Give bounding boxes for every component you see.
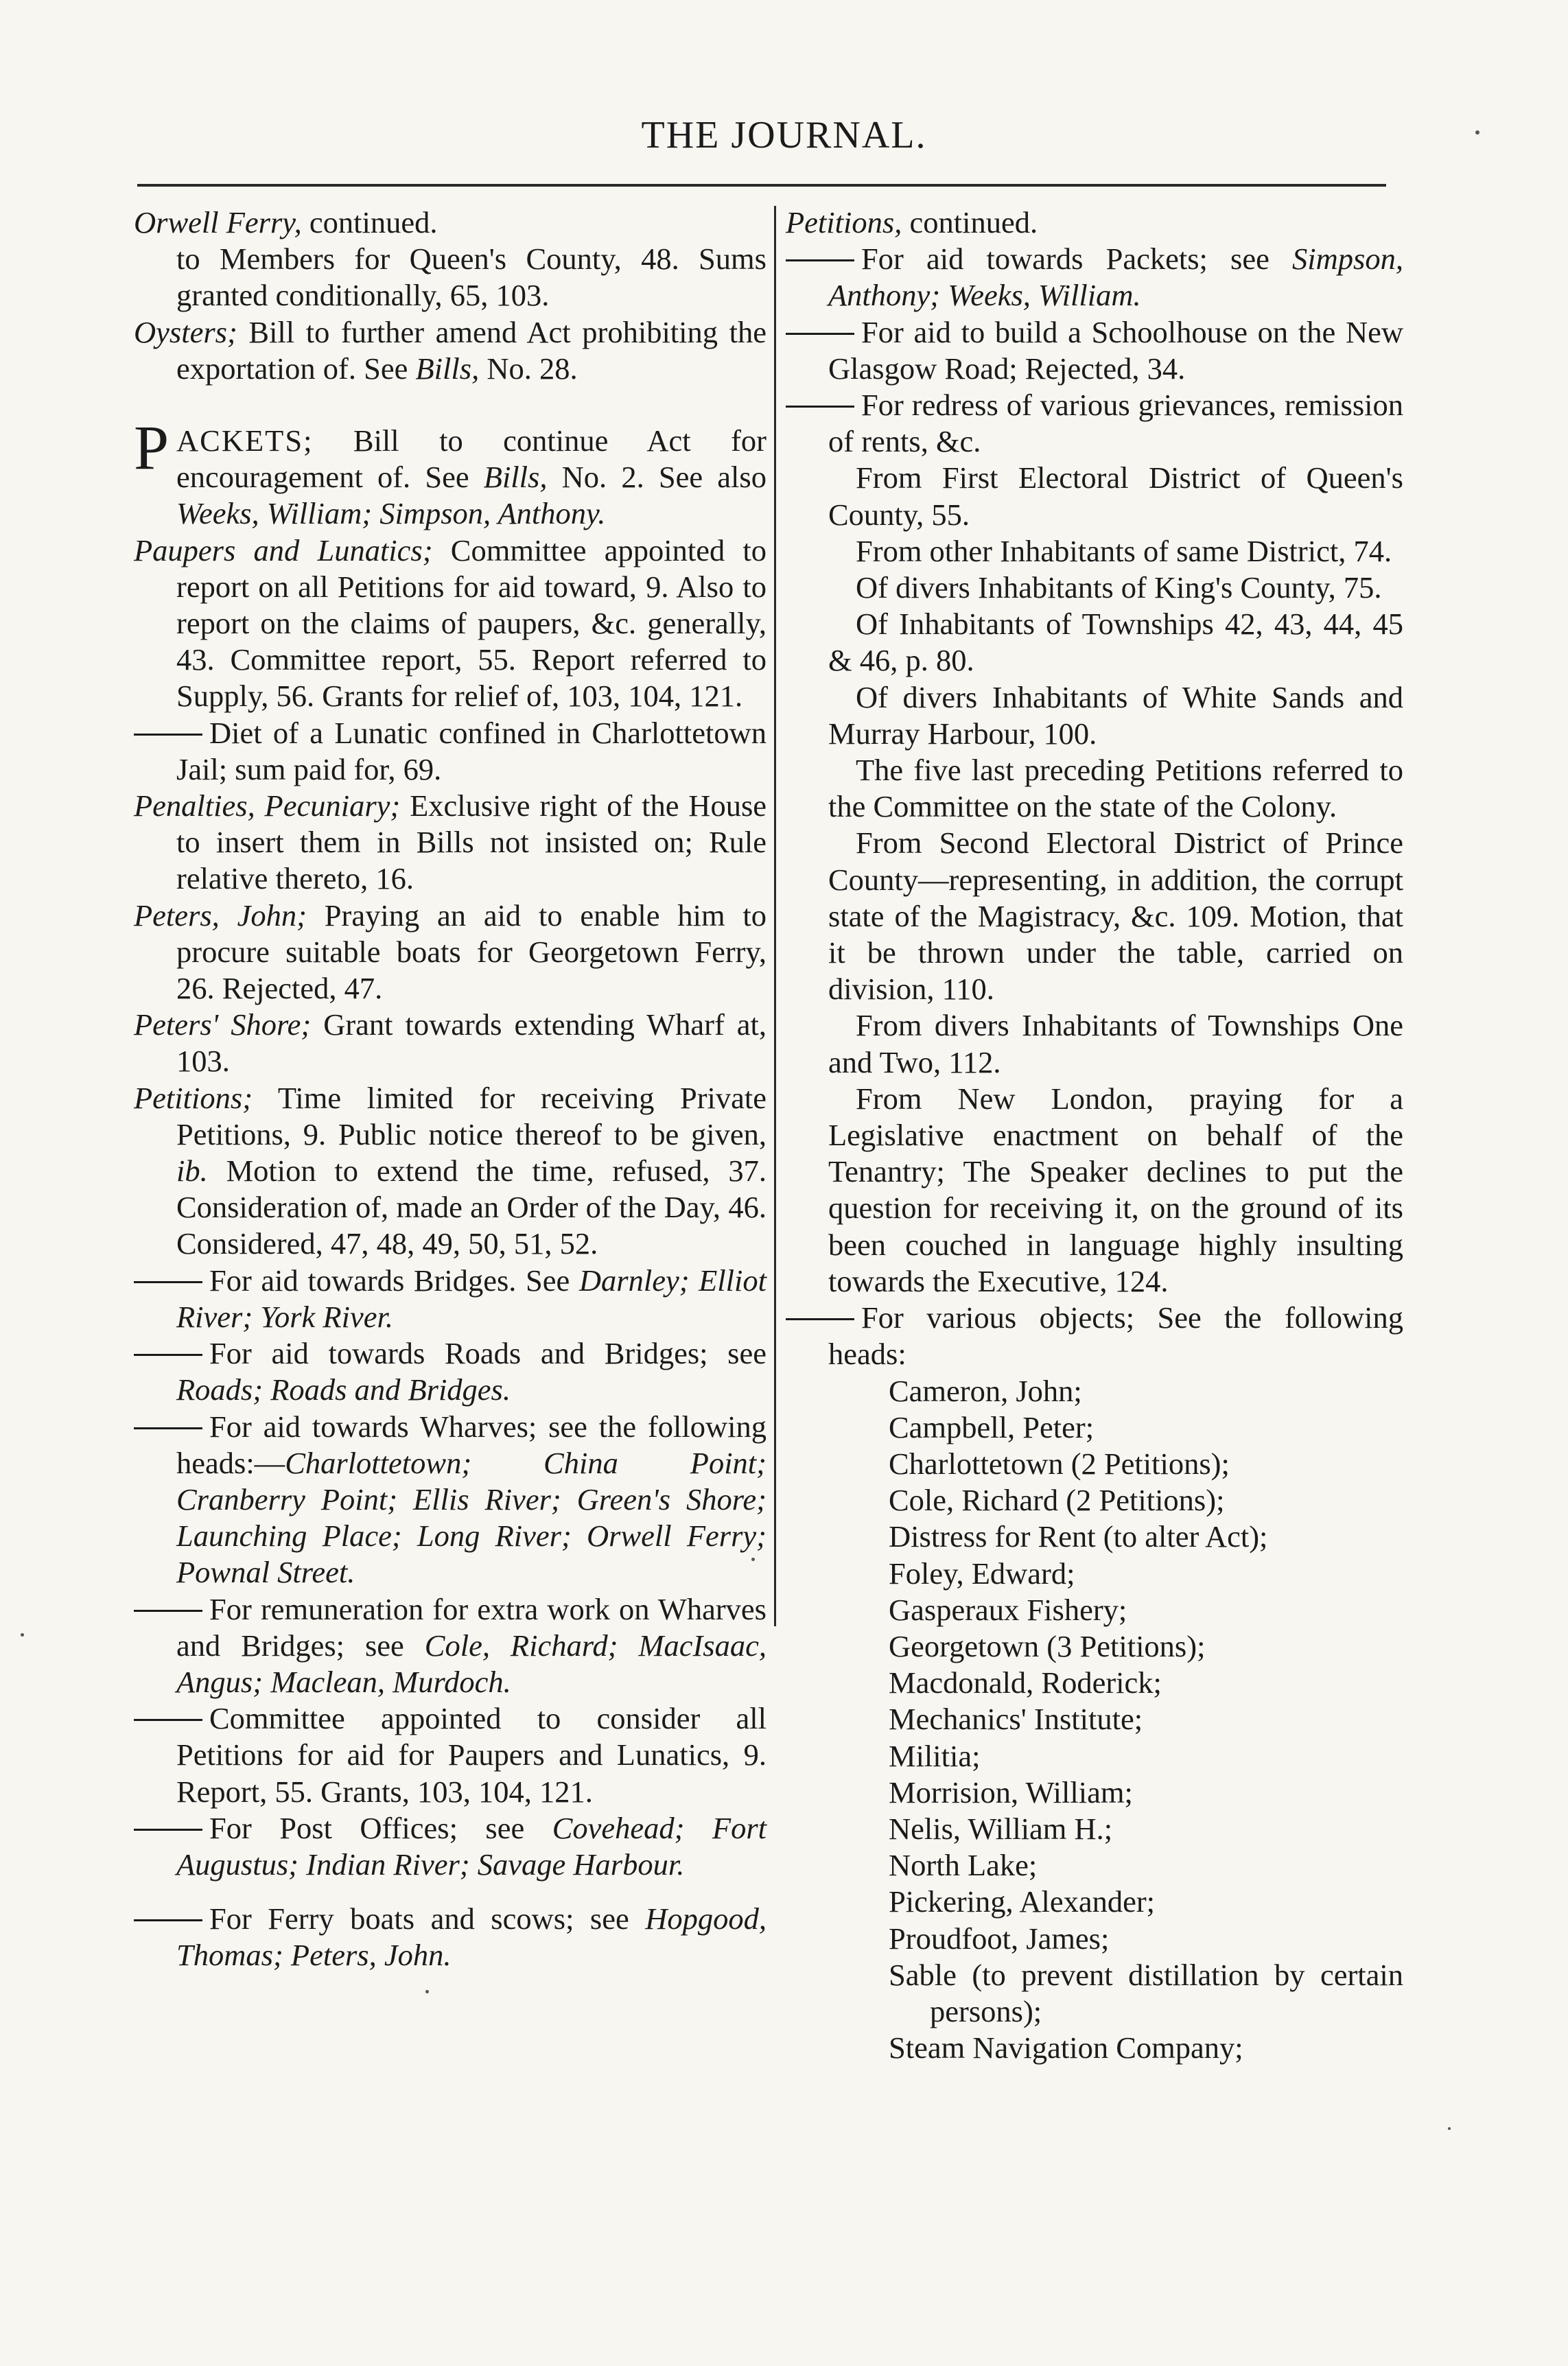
list-item: Morrision, William; xyxy=(889,1774,1133,1809)
petition-white-sands: Of divers Inhabitants of White Sands and Murray Harbour, 100. xyxy=(828,679,1403,751)
entry-lunatic-diet: Diet of a Lunatic confined in Charlottetown Jail; sum paid for, 69. xyxy=(134,715,767,788)
entry-oysters: Oysters; Bill to further amend Act prohibiting the exportation of. See Bills, No. 28. xyxy=(134,314,767,386)
list-item: Pickering, Alexander; xyxy=(889,1884,1156,1919)
list-item: Macdonald, Roderick; xyxy=(889,1665,1162,1700)
entry-petitions-bridges: For aid towards Bridges. See Darnley; Elliot River; York River. xyxy=(134,1263,767,1335)
petition-referral-note: The five last preceding Petitions referred to the Committee on the state of the Colony. xyxy=(828,753,1403,824)
scan-speck xyxy=(21,1633,24,1637)
entry-petitions-continued-head: Petitions, continued. xyxy=(786,205,1038,239)
list-item: Georgetown (3 Petitions); xyxy=(889,1628,1206,1663)
list-item: Campbell, Peter; xyxy=(889,1409,1095,1444)
entry-petitions-remuneration: For remuneration for extra work on Wharves and Bridges; see Cole, Richard; MacIsaac, Angus; Maclean, Murdoch. xyxy=(134,1591,767,1701)
entry-petitions-roads: For aid towards Roads and Bridges; see Roads; Roads and Bridges. xyxy=(134,1335,767,1408)
heads-list xyxy=(786,1373,1403,2067)
petition-queens-other: From other Inhabitants of same District, 74. xyxy=(856,533,1392,568)
petition-townships-one-two: From divers Inhabitants of Townships One and Two, 112. xyxy=(828,1008,1403,1079)
entry-peters-john: Peters, John; Praying an aid to enable him to procure suitable boats for Georgetown Ferry, 26. Rejected, 47. xyxy=(134,898,767,1006)
list-item: Mechanics' Institute; xyxy=(889,1702,1143,1737)
scan-speck xyxy=(1475,130,1479,134)
list-item: Cole, Richard (2 Petitions); xyxy=(889,1483,1225,1518)
entry-peters-shore: Peters' Shore; Grant towards extending Wharf at, 103. xyxy=(134,1007,767,1079)
entry-paupers-lunatics: Paupers and Lunatics; Committee appointed to report on all Petitions for aid toward, 9. Also to report on the claims of paupers, &c. generally, 43. Committee report, 55. Report referred to Supply, 56. Grants for relief of, 103, 104, 121. xyxy=(134,532,767,714)
petition-new-london: From New London, praying for a Legislative enactment on behalf of the Tenantry; The Speaker declines to put the question for receiving it, on the ground of its been couched in language highly insulting towards the Executive, 124. xyxy=(828,1081,1403,1298)
list-item: Foley, Edward; xyxy=(889,1556,1075,1591)
list-item: North Lake; xyxy=(889,1848,1038,1883)
list-item: Gasperaux Fishery; xyxy=(889,1592,1127,1627)
entry-petitions-redress: For redress of various grievances, remission of rents, &c. xyxy=(786,387,1403,460)
list-item: Charlottetown (2 Petitions); xyxy=(889,1446,1230,1481)
scan-speck xyxy=(751,1558,755,1561)
scan-speck xyxy=(425,1990,429,1993)
list-item: Cameron, John; xyxy=(889,1373,1082,1408)
entry-orwell-ferry-head: Orwell Ferry, continued. xyxy=(134,205,438,239)
list-item: Sable (to prevent distillation by certain persons); xyxy=(889,1957,1403,2028)
petition-prince-county: From Second Electoral District of Prince County—representing, in addition, the corrupt state of the Magistracy, &c. 109. Motion, that it be thrown under the table, carried on division, 110. xyxy=(828,825,1403,1007)
entry-petitions-various: For various objects; See the following heads: xyxy=(786,1300,1403,1372)
header-rule xyxy=(137,184,1386,187)
list-item: Militia; xyxy=(889,1738,981,1773)
entry-petitions-schoolhouse: For aid to build a Schoolhouse on the New Glasgow Road; Rejected, 34. xyxy=(786,314,1403,387)
petition-queens-first: From First Electoral District of Queen's County, 55. xyxy=(828,460,1403,532)
scan-speck xyxy=(1448,2127,1451,2130)
petition-kings-county: Of divers Inhabitants of King's County, 75. xyxy=(856,570,1382,605)
left-column xyxy=(134,204,767,1974)
entry-petitions: Petitions; Time limited for receiving Private Petitions, 9. Public notice thereof to be given, ib. Motion to extend the time, refused, 37. Consideration of, made an Order of the Day, 46. Considered, 47, 48, 49, 50, 51, 52. xyxy=(134,1080,767,1261)
page-header: THE JOURNAL. xyxy=(641,114,927,156)
entry-orwell-ferry-sub: to Members for Queen's County, 48. Sums granted conditionally, 65, 103. xyxy=(176,242,767,313)
entry-packets: PACKETS; Bill to continue Act for encouragement of. See Bills, No. 2. See also Weeks, William; Simpson, Anthony. xyxy=(134,412,767,531)
entry-petitions-wharves: For aid towards Wharves; see the following heads:—Charlottetown; China Point; Cranberry Point; Ellis River; Green's Shore; Launching Place; Long River; Orwell Ferry; Pownal Street. xyxy=(134,1409,767,1591)
entry-petitions-committee: Committee appointed to consider all Petitions for aid for Paupers and Lunatics, 9. Report, 55. Grants, 103, 104, 121. xyxy=(134,1700,767,1810)
list-item: Distress for Rent (to alter Act); xyxy=(889,1519,1268,1554)
list-item: Proudfoot, James; xyxy=(889,1921,1110,1956)
list-item: Nelis, William H.; xyxy=(889,1811,1113,1846)
column-divider xyxy=(774,206,776,1626)
list-item: Steam Navigation Company; xyxy=(889,2030,1243,2065)
entry-penalties: Penalties, Pecuniary; Exclusive right of the House to insert them in Bills not insisted on; Rule relative thereto, 16. xyxy=(134,788,767,896)
right-column xyxy=(786,204,1403,2066)
entry-petitions-ferry-boats: For Ferry boats and scows; see Hopgood, Thomas; Peters, John. xyxy=(134,1901,767,1973)
petition-townships: Of Inhabitants of Townships 42, 43, 44, 45 & 46, p. 80. xyxy=(828,607,1403,678)
drop-cap: P xyxy=(134,412,169,483)
entry-petitions-packets: For aid towards Packets; see Simpson, Anthony; Weeks, William. xyxy=(786,241,1403,314)
entry-petitions-post-offices: For Post Offices; see Covehead; Fort Augustus; Indian River; Savage Harbour. xyxy=(134,1810,767,1883)
